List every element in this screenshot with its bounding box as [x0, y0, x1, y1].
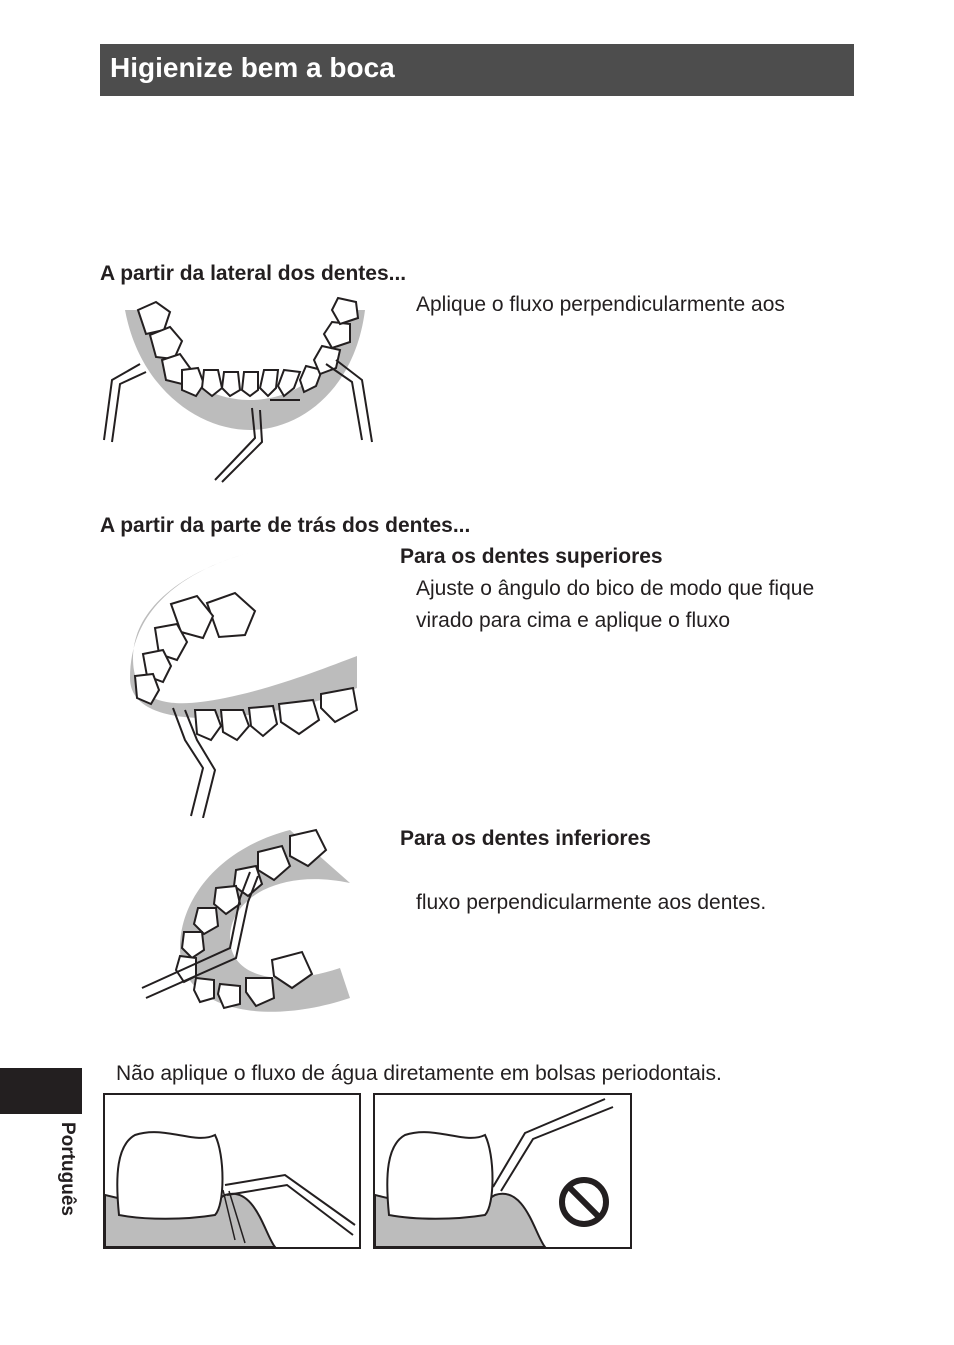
page-title: Higienize bem a boca: [110, 52, 395, 83]
prohibited-icon: [558, 1176, 610, 1228]
warning-text: Não aplique o fluxo de água diretamente em bolsas periodontais.: [116, 1062, 722, 1085]
upper-teeth-illustration: [125, 548, 365, 818]
upper-teeth-text-1: Ajuste o ângulo do bico de modo que fique: [416, 577, 815, 600]
lower-teeth-text: fluxo perpendicularmente aos dentes.: [416, 891, 767, 914]
upper-teeth-heading: Para os dentes superiores: [400, 545, 663, 568]
upper-teeth-text-2: virado para cima e aplique o fluxo: [416, 609, 731, 632]
section-side-heading: A partir da lateral dos dentes...: [100, 262, 407, 285]
language-label-text: Português: [57, 1122, 78, 1216]
lower-teeth-illustration: [140, 828, 355, 1026]
section-back-heading: A partir da parte de trás dos dentes...: [100, 514, 471, 537]
language-side-tab: [0, 1068, 82, 1114]
section-side-text: Aplique o fluxo perpendicularmente aos: [416, 293, 785, 316]
page-title-bar: [100, 44, 854, 96]
correct-example-illustration: [105, 1095, 359, 1247]
side-teeth-illustration: [100, 290, 385, 485]
lower-teeth-heading: Para os dentes inferiores: [400, 827, 651, 850]
language-side-label: [52, 1122, 78, 1242]
correct-example-box: [103, 1093, 361, 1249]
